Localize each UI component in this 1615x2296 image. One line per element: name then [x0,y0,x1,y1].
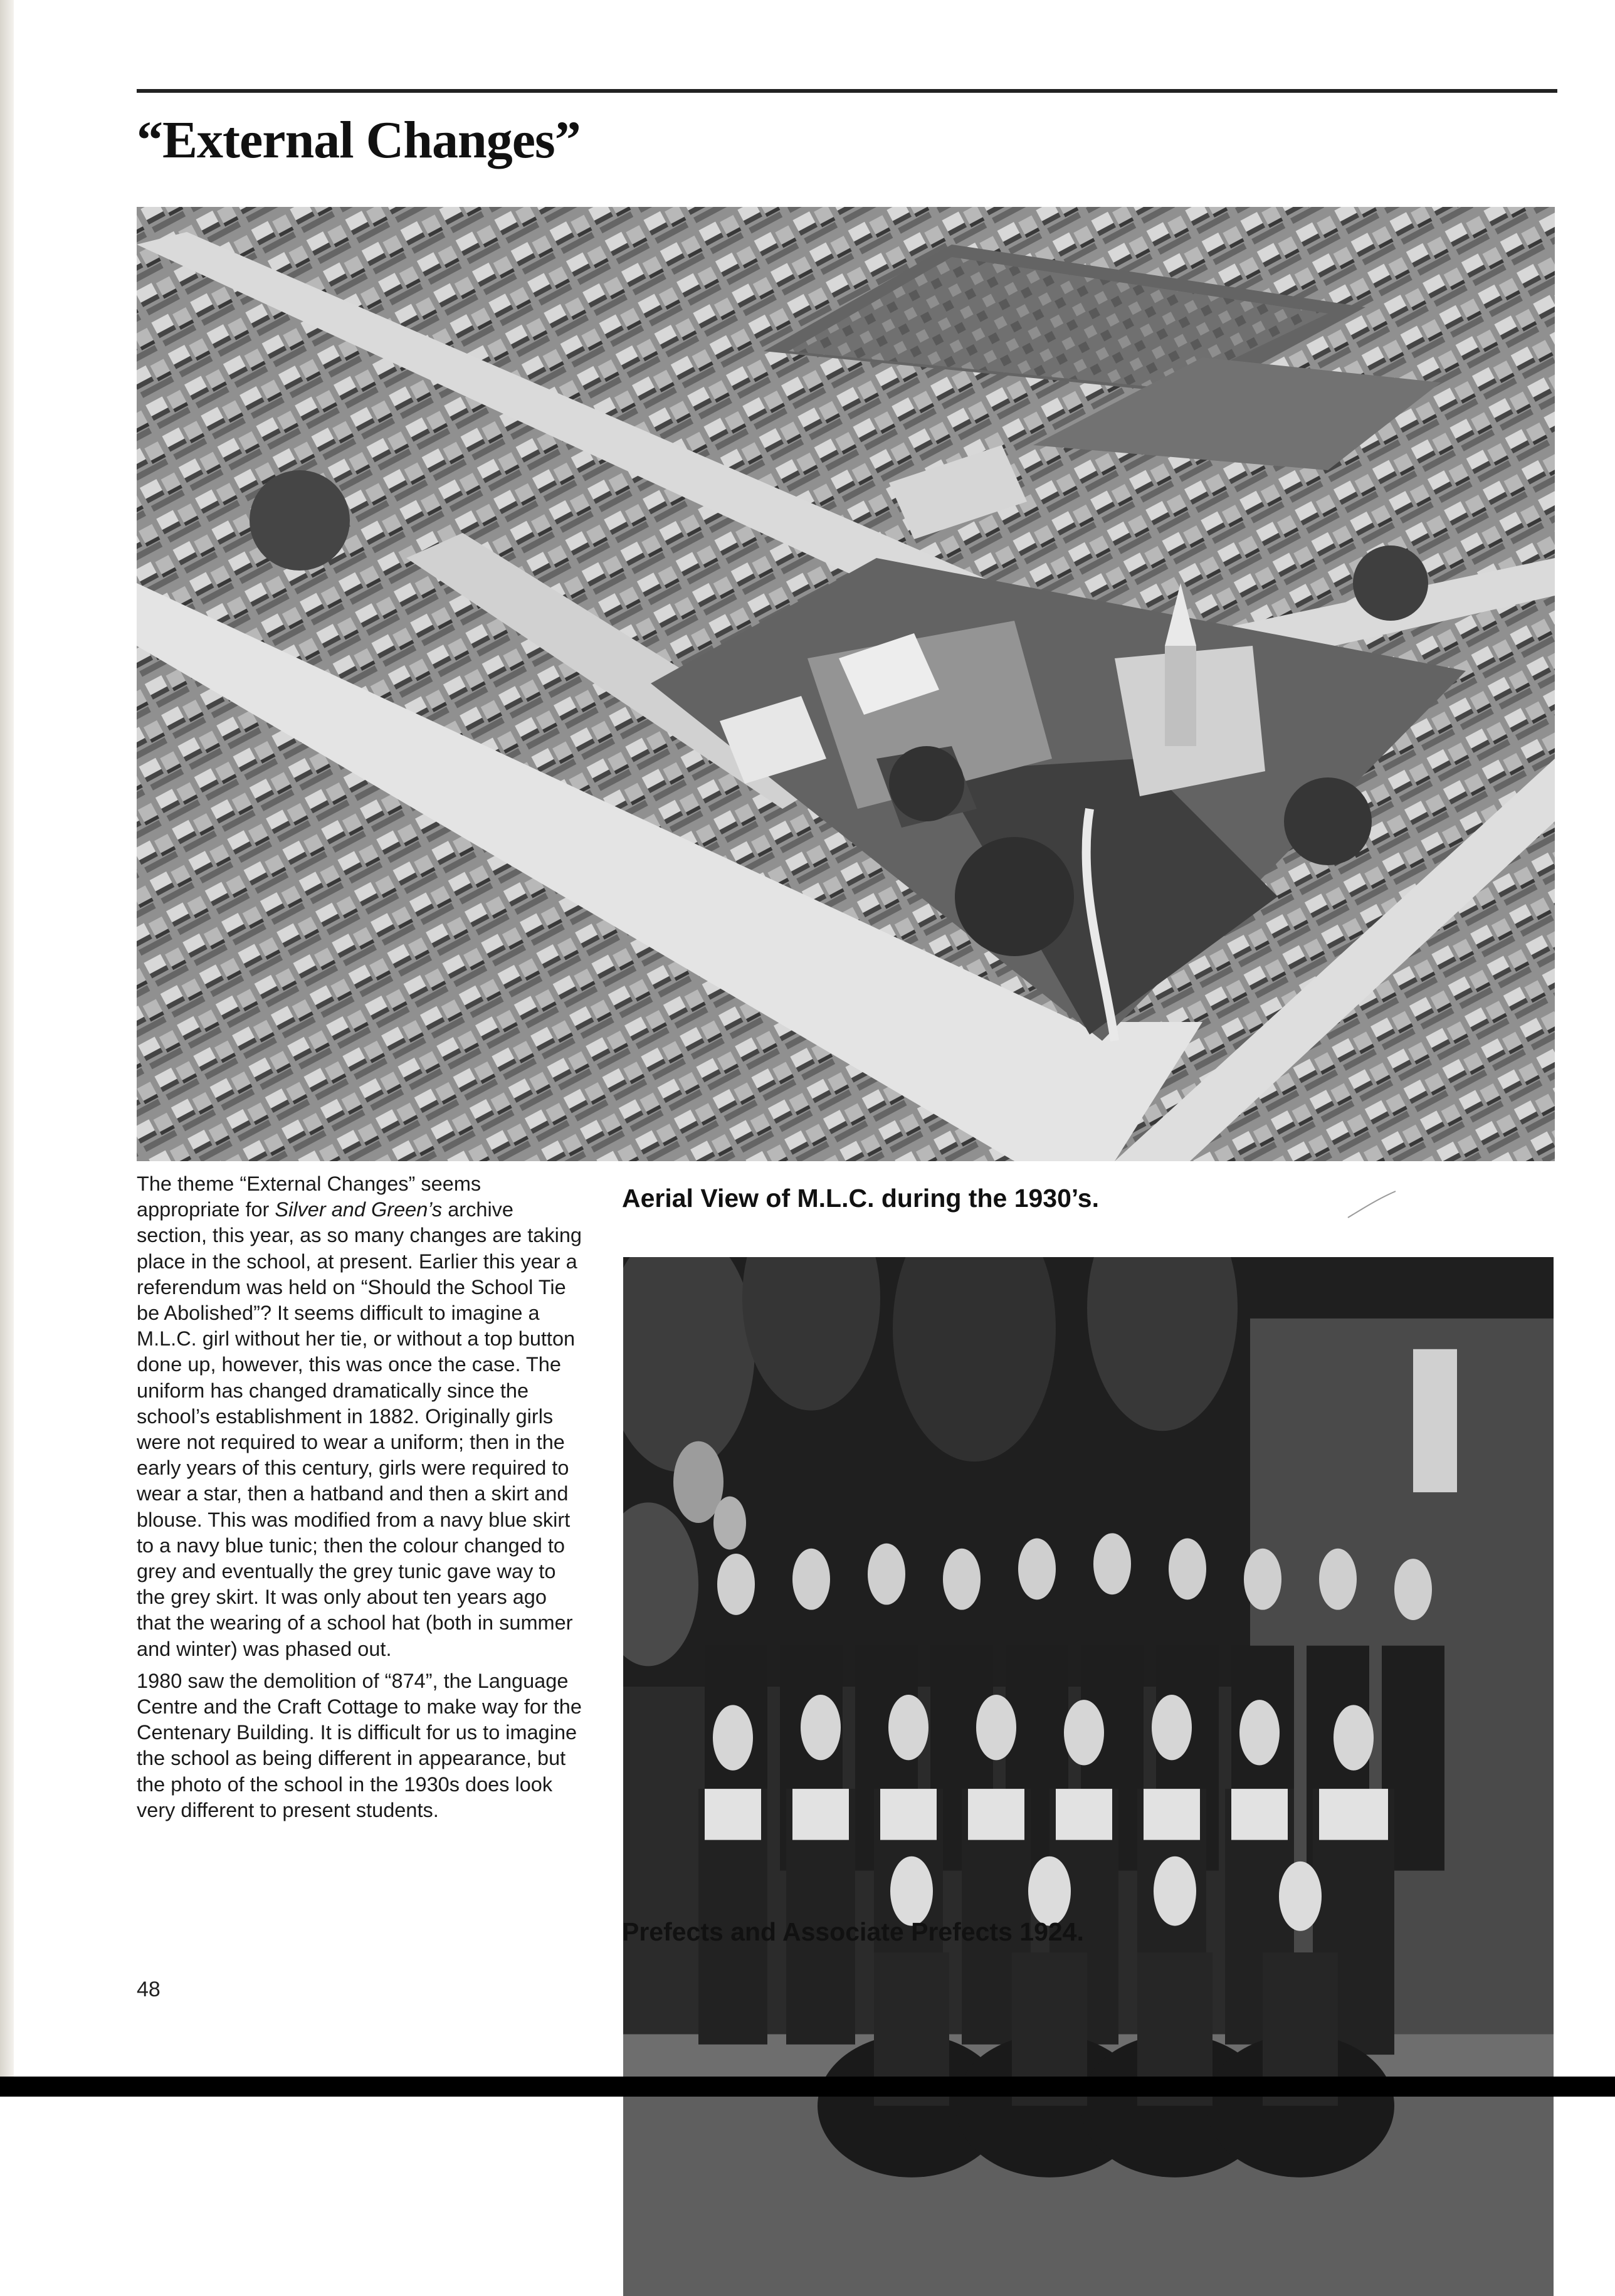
aerial-photo-image [137,207,1555,1161]
prefects-photo [623,1257,1554,2296]
aerial-caption: Aerial View of M.L.C. during the 1930’s. [622,1184,1099,1213]
article-body [137,1171,586,1830]
page-title: “External Changes” [137,111,581,169]
page-edge [0,0,14,2097]
page-number: 48 [137,1977,160,2001]
article-paragraph-1: The theme “External Changes” seems appropriate for Silver and Green’s archive section, this year, as so many changes are taking place in the school, at present. Earlier this year a referendum was held on “Should the School Tie be Abolished”? It seems difficult to imagine a M.L.C. girl without her tie, or without a top button done up, however, this was once the case. The uniform has changed dramatically since the school’s establishment in 1882. Originally girls were not required to wear a uniform; then in the early years of this century, girls were required to wear a star, then a hatband and then a skirt and blouse. This was modified from a navy blue skirt to a navy blue tunic; then the colour changed to grey and eventually the grey tunic gave way to the grey skirt. It was only about ten years ago that the wearing of a school hat (both in summer and winter) was phased out. [137,1172,582,1660]
article-paragraph-2: 1980 saw the demolition of “874”, the Language Centre and the Craft Cottage to make way for the Centenary Building. It is difficult for us to imagine the school as being different in appearance, but the photo of the school in the 1930s does look very different to present students. [137,1669,582,1821]
aerial-photo [137,207,1555,1161]
prefects-photo-image [623,1257,1554,2296]
scan-border [0,2077,1615,2097]
prefects-caption: Prefects and Associate Prefects 1924. [622,1917,1084,1946]
stray-pen-mark [1347,1190,1397,1219]
header-rule [137,89,1557,93]
